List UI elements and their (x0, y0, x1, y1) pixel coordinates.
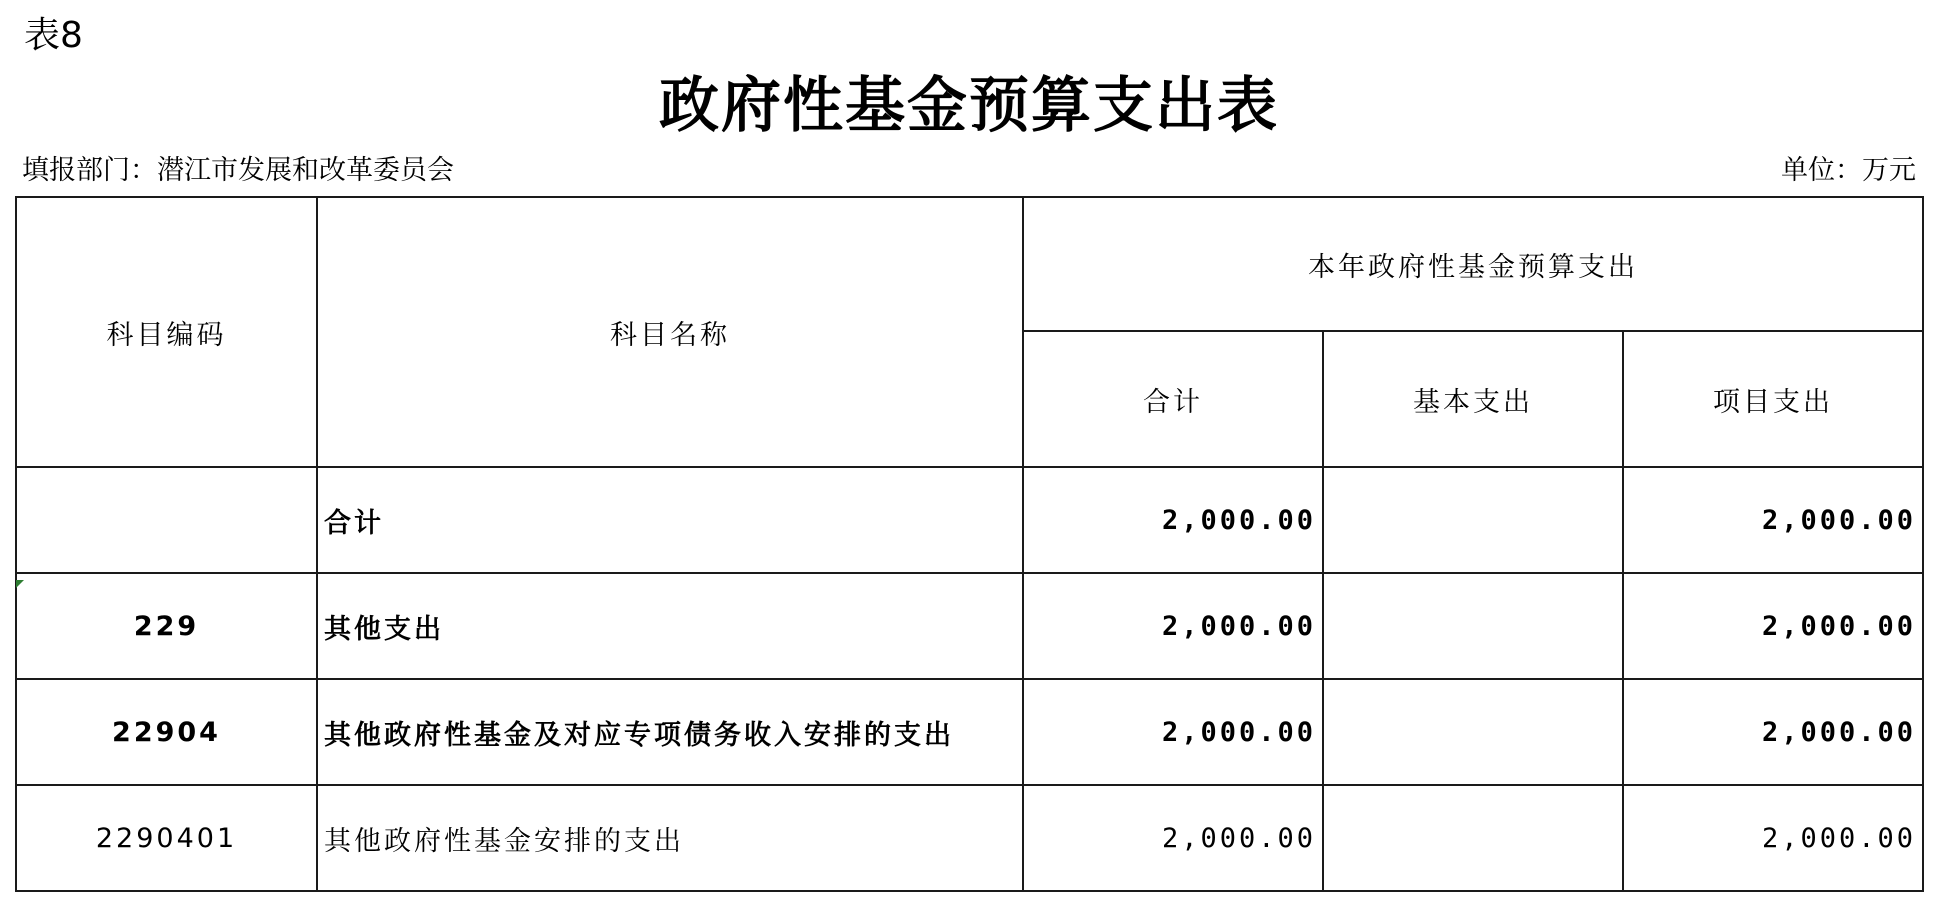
unit-label: 单位：万元 (1781, 155, 1916, 186)
cell-basic (1323, 573, 1623, 679)
cell-name: 其他政府性基金及对应专项债务收入安排的支出 (317, 679, 1023, 785)
cell-basic (1323, 679, 1623, 785)
budget-table (15, 196, 1924, 892)
page-title: 政府性基金预算支出表 (659, 71, 1279, 141)
cell-total: 2,000.00 (1023, 467, 1323, 573)
cell-code: 22904 (16, 679, 317, 785)
cell-name: 其他支出 (317, 573, 1023, 679)
reporting-department: 填报部门：潜江市发展和改革委员会 (22, 155, 454, 186)
table-number: 表8 (24, 15, 83, 56)
cell-code: 2290401 (16, 785, 317, 891)
cell-total: 2,000.00 (1023, 679, 1323, 785)
cell-name: 其他政府性基金安排的支出 (317, 785, 1023, 891)
cell-total: 2,000.00 (1023, 785, 1323, 891)
table-row (16, 467, 1923, 573)
cell-comment-marker (16, 580, 24, 588)
cell-project: 2,000.00 (1623, 785, 1923, 891)
header-total: 合计 (1023, 331, 1323, 467)
header-project: 项目支出 (1623, 331, 1923, 467)
cell-basic (1323, 467, 1623, 573)
cell-code: 229 (16, 573, 317, 679)
cell-project: 2,000.00 (1623, 679, 1923, 785)
header-group: 本年政府性基金预算支出 (1023, 197, 1923, 331)
header-code: 科目编码 (16, 197, 317, 467)
cell-total: 2,000.00 (1023, 573, 1323, 679)
table-row (16, 573, 1923, 679)
cell-project: 2,000.00 (1623, 573, 1923, 679)
cell-code (16, 467, 317, 573)
table-row (16, 679, 1923, 785)
header-row-1 (16, 197, 1923, 331)
header-name: 科目名称 (317, 197, 1023, 467)
cell-basic (1323, 785, 1623, 891)
cell-project: 2,000.00 (1623, 467, 1923, 573)
table-row (16, 785, 1923, 891)
cell-name: 合计 (317, 467, 1023, 573)
header-basic: 基本支出 (1323, 331, 1623, 467)
